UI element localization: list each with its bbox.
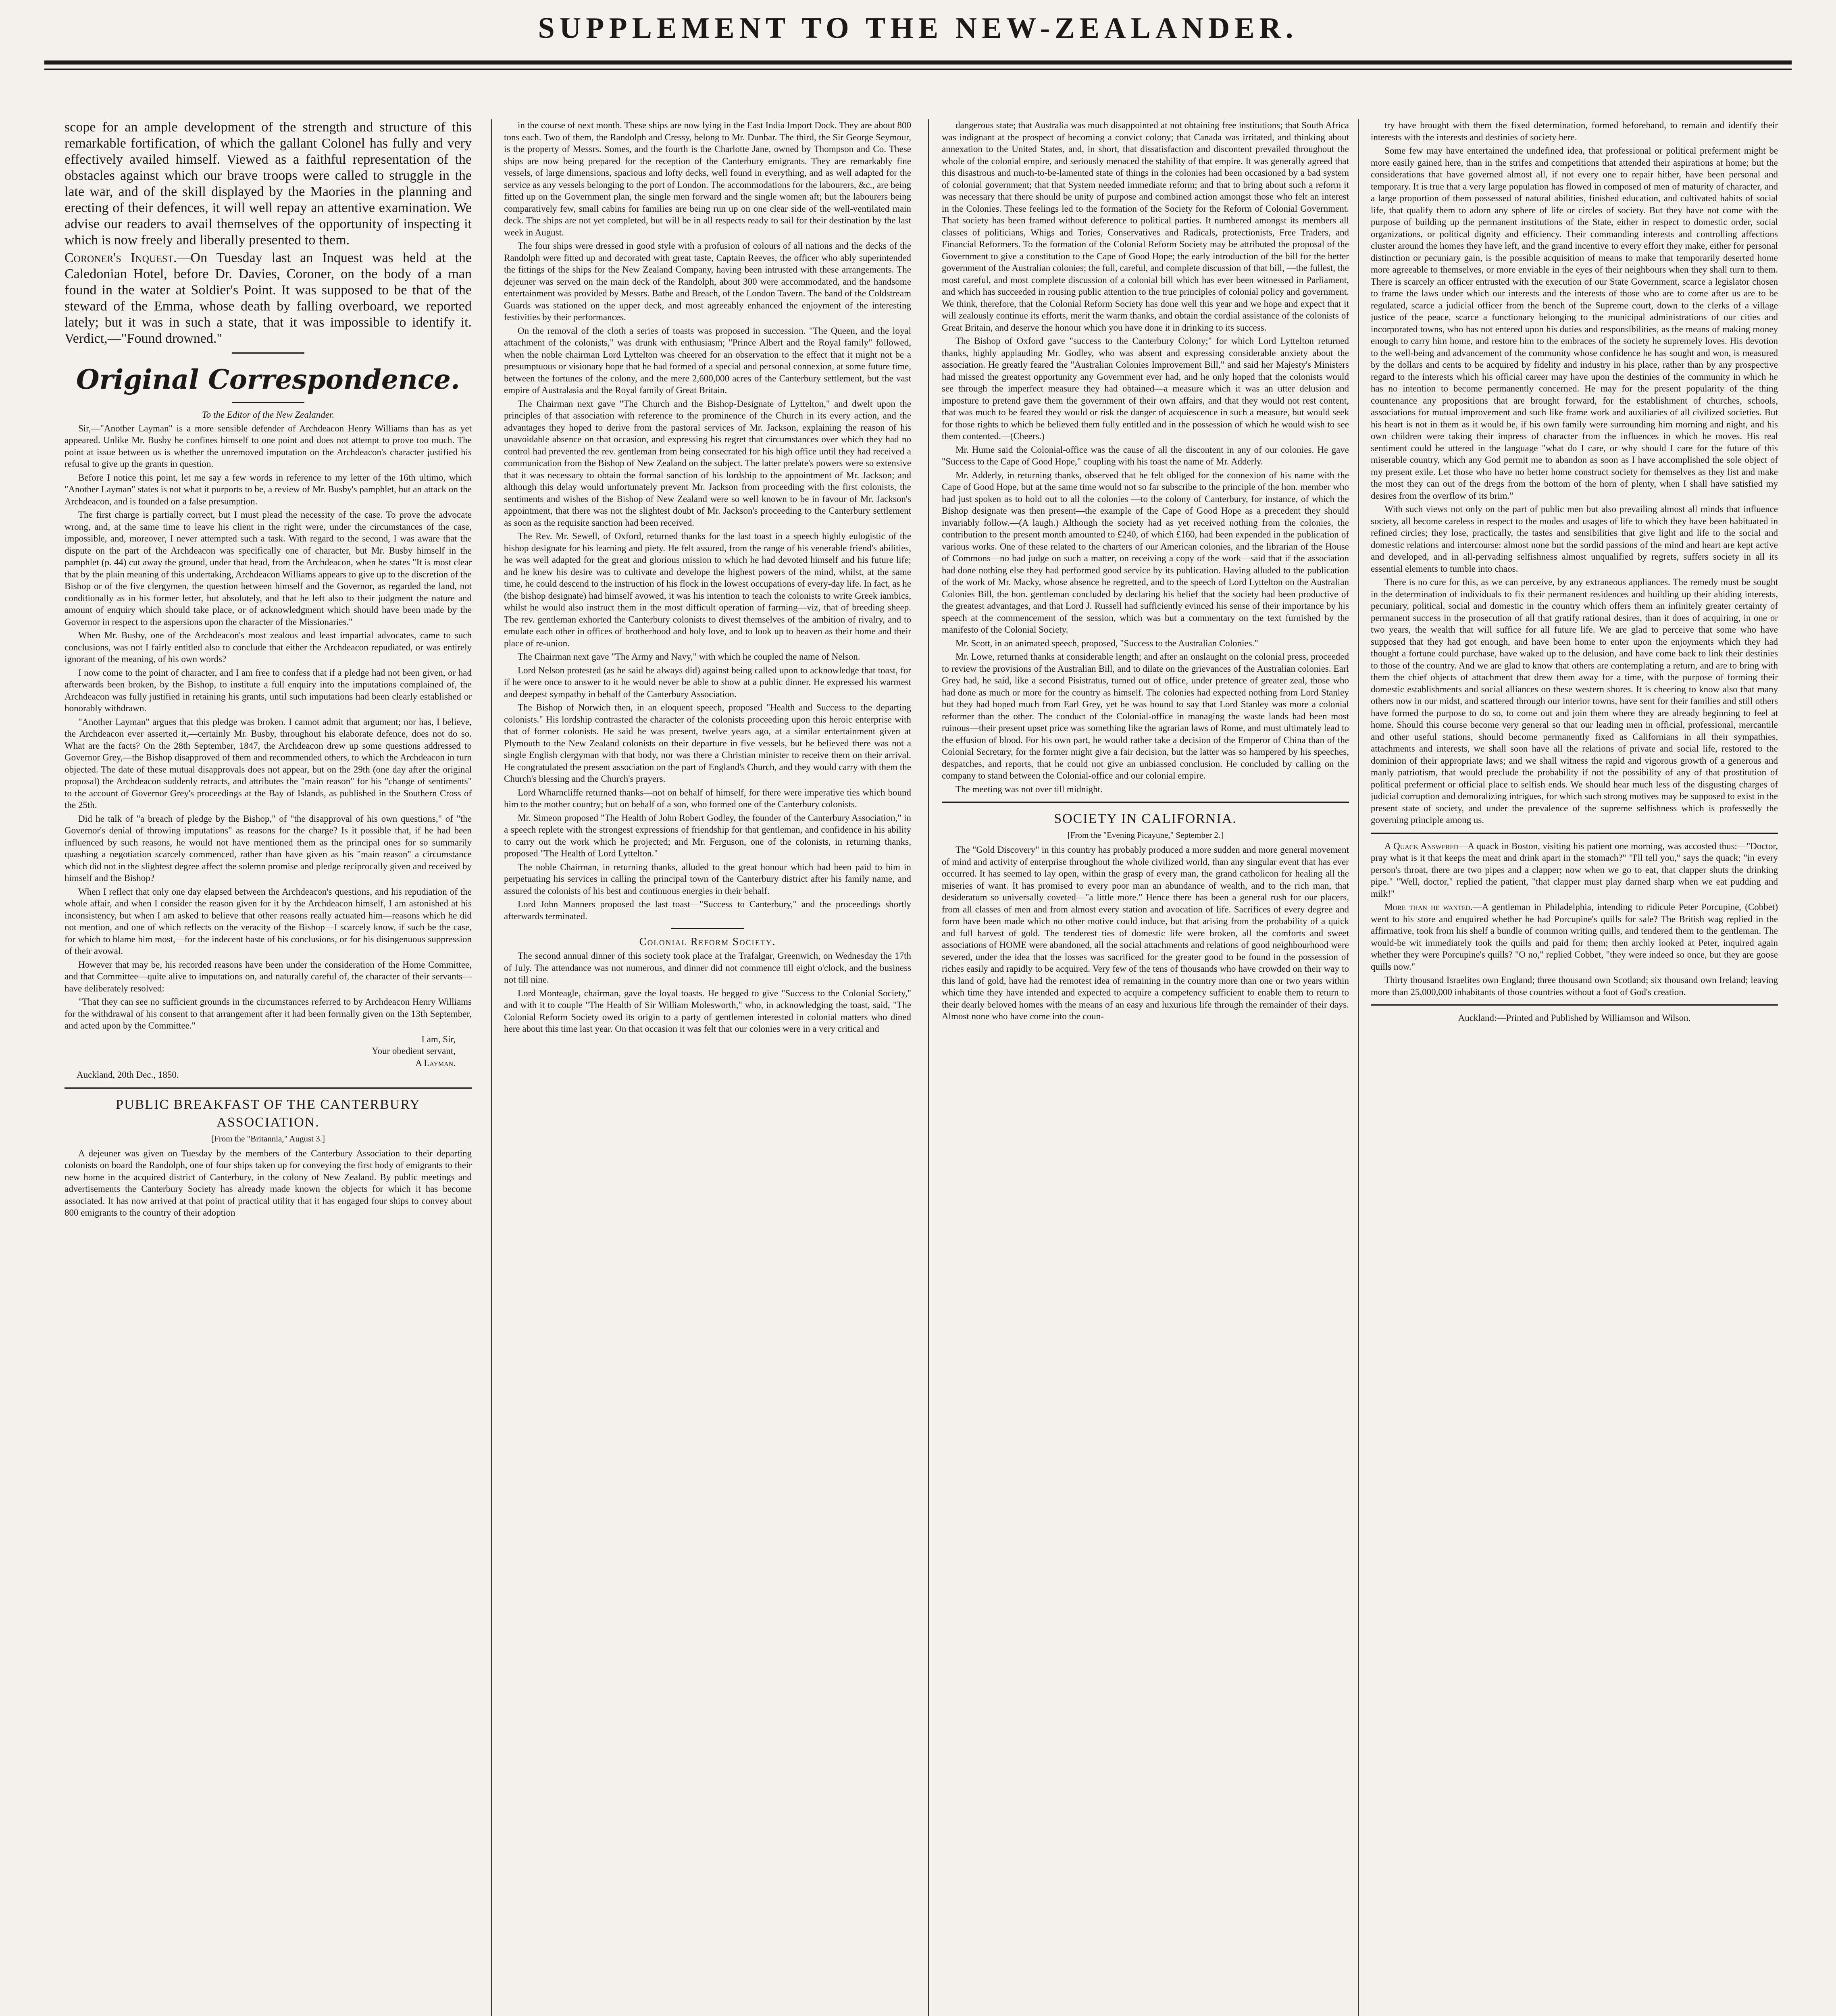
letter-closing: I am, Sir, xyxy=(421,1034,456,1044)
inquest-label: Coroner's Inquest. xyxy=(65,250,177,265)
letter-paragraph: "Another Layman" argues that this pledge was broken. I cannot admit that argument; nor has, I believe, the Archdeacon ever asserted it,—certainly Mr. Busby, throughout his elaborate defence, does not do so. What are the facts? On the 28th September, 1847, the Archdeacon drew up some questions addressed to Governor Grey,—the Bishop disapproved of them and recommended others, to which the Archdeacon in turn objected. The date of these mutual disapprovals does not appear, but on the 29th (one day after the original proposal) the Archdeacon suddenly retracts, and attributes the "main reason" for his "change of sentiments" to the account of Governor Grey's proceedings at the Bay of Islands, as published in the Southern Cross of the 25th. xyxy=(65,716,472,810)
printer-imprint: Auckland:—Printed and Published by Williamson and Wilson. xyxy=(1458,1013,1691,1023)
article-paragraph: The Bishop of Norwich then, in an eloquent speech, proposed "Health and Success to the departing colonists." His lordship contrasted the character of the colonists proceeding upon this heroic enterprise with that of former colonists. He said he was present, twelve years ago, at a similar entertainment given at Plymouth to the New Zealand colonists on their departure in five vessels, but he believed there was not a single English clergyman with that body, nor was there a Christian minister to receive them on their arrival. He congratulated the present association on the part of England's Church, and they would carry with them the Church's blessing and the Church's prayers. xyxy=(504,702,911,784)
article-paragraph: There is no cure for this, as we can perceive, by any extraneous appliances. The remedy must be sought in the determination of individuals to fix their permanent residences and building up their abiding interests, pecuniary, political, social and domestic in the country which offers them an infinitely greater certainty of permanent success in the prosecution of all that gratify rational desires, than it does of acquiring, in one or two years, the wealth that will suffice for all future life. We are glad to perceive that some who have supposed that they had got enough, and have been home to enter upon the enjoyments which they had thought a fortune could purchase, have waked up to the delusion, and have come back to link their destinies to those of the country. And we are glad to know that others are contemplating a return, and are to bring with them the chief objects of attachment that drew them away for a time, with the purpose of forming their domestic establishments and social alliances on these western shores. It is cheering to know also that many others now in our midst, and scattered through our interior towns, have sent for their families and still others have formed the purpose to do so, to come out and join them where they are already beginning to feel at home. Should this course become very general so that our leading men in official, professional, mercantile and other useful stations, should become permanently fixed as Californians in all their sympathies, attachments and interests, we shall soon have all the relations of private and social life, restored to the dominion of their appropriate laws; and we shall witness the rapid and vigorous growth of a generous and manly patriotism, that would preclude the probability if not the possibility of any of that prostitution of political preferment or official place to selfish ends. We should hear much less of the disgusting charges of judicial corruption and demoralizing intrigues, for which such strong motives may be supposed to exist in the present state of society, and under the prevalence of the supreme selfishness which is professedly the governing principle among us. xyxy=(1371,577,1778,825)
article-paragraph: Lord Wharncliffe returned thanks—not on behalf of himself, for there were imperative ties which bound him to the mother country; but on behalf of a son, who formed one of the Canterbury colonists. xyxy=(504,787,911,809)
anecdote-label: More than he wanted. xyxy=(1384,902,1473,912)
masthead-rule-thin xyxy=(44,69,1792,70)
article-paragraph: Mr. Lowe, returned thanks at considerable length; and after an onslaught on the colonial press, proceeded to review the provisions of the Australian Bill, and to dilate on the grievances of the Australian colonies. Earl Grey had, he said, like a second Pisistratus, turned out of office, under pretence of greater zeal, those who had done as much or more for the country as himself. The colonies had expected nothing from Lord Stanley but they had hoped much from Earl Grey, yet he was bound to say that Lord Stanley was more a colonial reformer than the other. The conduct of the Colonial-office in managing the waste lands had been most ruinous—their present upset price was something like the agrarian laws of Rome, and must ultimately lead to the effusion of blood. For his own part, he would rather take a decision of the Emperor of China than of the Colonial Secretary, for the former might give a fair decision, but the latter was so hampered by his speeches, despatches, and reports, that he could not give an unbiassed conclusion. He concluded by calling on the company to stand between the Colonial-office and our colonial empire. xyxy=(942,652,1349,781)
article-paragraph: Thirty thousand Israelites own England; three thousand own Scotland; six thousand own Ireland; leaving more than 25,000,000 inhabitants of those countries without a foot of God's creation. xyxy=(1371,975,1778,997)
separator xyxy=(1371,833,1778,834)
article-paragraph: A dejeuner was given on Tuesday by the members of the Canterbury Association to their departing colonists on board the Randolph, one of four ships taken up for conveying the first body of emigrants to their new home in the acquired district of Canterbury, in the colony of New Zealand. By public meetings and advertisements the Canterbury Society has already made known the objects for which it has become associated. It has now arrived at that point of practical utility that it has engaged four ships to convey about 800 emigrants to the country of their adoption xyxy=(65,1148,472,1218)
article-paragraph: The four ships were dressed in good style with a profusion of colours of all nations and the decks of the Randolph were fitted up and decorated with great taste, Captain Reeves, the officer who ably superintended the fittings of the ships for the New Zealand Company, having been intrusted with these arrangements. The dejeuner was served on the main deck of the Randolph, about 300 were accommodated, and the handsome entertainment was provided by Messrs. Bathe and Breach, of the London Tavern. The band of the Coldstream Guards was stationed on the upper deck, and most agreeably enhanced the enjoyment of the interesting festivities by their performances. xyxy=(504,241,911,322)
article-paragraph: With such views not only on the part of public men but also prevailing almost all minds that influence society, all become careless in respect to the modes and usages of life to which they have been habituated in refined circles; they lose, practically, the tastes and sensibilities that give light and life to the social and domestic relations and intercourse: almost none but the sordid passions of the mind and heart are kept active and developed, and in all-pervading selfishness almost unqualified by regrets, suffers society in all its essential elements to tumble into chaos. xyxy=(1371,504,1778,574)
letter-paragraph: Sir,—"Another Layman" is a more sensible defender of Archdeacon Henry Williams than has as yet appeared. Unlike Mr. Busby he confines himself to one point and does not attempt to prove too much. The point at issue between us is whether the unremoved imputation on the Archdeacon's character justified his refusal to give up the grants in question. xyxy=(65,423,472,469)
letter-paragraph: However that may be, his recorded reasons have been under the consideration of the Home Committee, and that Committee—quite alive to imputations on, and naturally careful of, the character of their servants—have deliberately resolved: xyxy=(65,959,472,993)
article-source: [From the "Britannia," August 3.] xyxy=(211,1133,325,1143)
article-paragraph: dangerous state; that Australia was much disappointed at not obtaining free institutions; that South Africa was indignant at the prospect of becoming a convict colony; that Canada was irritated, and thinking about annexation to the United States, and, in short, that dissatisfaction and discontent prevailed throughout the whole of the colonial empire, and seriously menaced the stability of that empire. It was generally agreed that this disastrous and much-to-be-lamented state of things in the colonies had been occasioned by a bad system of colonial government; that that System needed immediate reform; and that to bring about such a reform it was necessary that there should be unity of purpose and combined action amongst those who felt an interest in the Colonies. These feelings led to the formation of the Society for the Reform of Colonial Government. That society has been framed without deference to political parties. It numbered amongst its members all classes of politicians, Whigs and Tories, Conservatives and Radicals, protectionists, Free Traders, and Financial Reformers. To the formation of the Colonial Reform Society may be attributed the proposal of the Government to give a constitution to the Cape of Good Hope; the early introduction of the bill for the better government of the Australian colonies; the full, careful, and complete discussion of that bill, —the fullest, the most careful, and most complete discussion of a colonial bill which has ever been witnessed in Parliament, and which has succeeded in rousing public attention to the true principles of colonial policy and government. We think, therefore, that the Colonial Reform Society has done well this year and we hope and expect that it will zealously continue its efforts, merit the warm thanks, and obtain the cordial assistance of the colonists of Great Britain, and deserve the honour which you have done it in drinking to its success. xyxy=(942,120,1349,333)
article-heading: PUBLIC BREAKFAST OF THE CANTERBURY ASSOCIATION. xyxy=(116,1097,420,1130)
separator xyxy=(65,1087,472,1089)
anecdote-text: —A quack in Boston, visiting his patient one morning, was accosted thus:—"Doctor, pray what is it that keeps the meat and drink apart in the stomach?" "I'll tell you," says the quack; "in every person's throat, there are two pipes and a clapper; now when we go to eat, that clapper shuts the drinking pipe." "Well, doctor," replied the patient, "that clapper must play darned sharp when we eat pudding and milk!" xyxy=(1371,841,1778,899)
anecdote-text: —A gentleman in Philadelphia, intending to ridicule Peter Porcupine, (Cobbet) went to his store and enquired whether he had Porcupine's quills for sale? The British wag replied in the affirmative, took from his shelf a bundle of common writing quills, and tendered them to the gentleman. The would-be wit immediately took the quills and paid for them; then archly looked at Peter, inquired again whether they were Porcupine's quills? "O no," replied Cobbet, "they were indeed so once, but they are goose quills now." xyxy=(1371,902,1778,972)
letter-paragraph: Before I notice this point, let me say a few words in reference to my letter of the 16th ultimo, which "Another Layman" states is not what it purports to be, a review of Mr. Busby's pamphlet, but an attack on the Archdeacon, and is founded on a false presumption. xyxy=(65,472,472,506)
article-paragraph: The noble Chairman, in returning thanks, alluded to the great honour which had been paid to him in perpetuating his services in calling the principal town of the Canterbury district after his family name, and assured the colonists of his best and continuous energies in their behalf. xyxy=(504,862,911,896)
article-paragraph: The Chairman next gave "The Army and Navy," with which he coupled the name of Nelson. xyxy=(518,652,860,662)
separator xyxy=(232,402,304,403)
article-paragraph: Mr. Scott, in an animated speech, proposed, "Success to the Australian Colonies." xyxy=(955,638,1258,648)
article-paragraph: The second annual dinner of this society took place at the Trafalgar, Greenwich, on Wednesday the 17th of July. The attendance was not numerous, and dinner did not commence till eight o'clock, and the business not till nine. xyxy=(504,951,911,985)
article-paragraph: try have brought with them the fixed determination, formed beforehand, to remain and identify their interests with the interests and destinies of society here. xyxy=(1371,120,1778,142)
masthead-title: SUPPLEMENT TO THE NEW-ZEALANDER. xyxy=(538,12,1298,45)
letter-paragraph: I now come to the point of character, and I am free to confess that if a pledge had not been given, or had afterwards been broken, by the Bishop, to institute a full enquiry into the imputations complained of, the Archdeacon was fully justified in retaining his grants, until such imputations had been clearly established or honorably withdrawn. xyxy=(65,667,472,713)
letter-paragraph: When Mr. Busby, one of the Archdeacon's most zealous and least impartial advocates, came to such conclusions, was not I fairly entitled also to conclude that either the Archdeacon repudiated, or was entirely ignorant of the meaning, of his own words? xyxy=(65,630,472,664)
anecdote-label: A Quack Answered xyxy=(1384,841,1459,851)
column-4 xyxy=(1371,119,1778,2016)
article-paragraph: The meeting was not over till midnight. xyxy=(955,784,1103,794)
section-heading: Original Correspondence. xyxy=(76,364,460,395)
article-paragraph: in the course of next month. These ships are now lying in the East India Import Dock. They are about 800 tons each. Two of them, the Randolph and Cressy, belong to Mr. Dunbar. The third, the Sir George Seymour, is the property of Messrs. Somes, and the fourth is the Charlotte Jane, owned by Thompson and Co. These ships are now being prepared for the reception of the Canterbury emigrants. They are remarkably fine vessels, of large dimensions, spacious and lofty decks, well found in everything, and as well adapted for the service as any vessels belonging to the port of London. The accommodations for the labourers, &c., are being fitted up on the Government plan, the single men forward and the single women aft; but the labourers being comparatively few, small cabins for families are being run up on one clear side of the well-ventilated main deck. The ships are not yet completed, but will be in all respects ready to sail for their destination by the last week in August. xyxy=(504,120,911,237)
article-paragraph: The Bishop of Oxford gave "success to the Canterbury Colony;" for which Lord Lyttelton returned thanks, highly applauding Mr. Godley, who was absent and expressing considerable anxiety about the association. He greatly feared the "Australian Colonies Improvement Bill," and said her Majesty's Ministers had missed the greatest opportunity any Government ever had, and he only hoped that the colonists would see through the imperfect measure they had obtained—a measure which it was an utter delusion and imposture to pretend gave them the government of their own affairs, and that they would not rest content, that was much to be feared they would or risk the danger of acquiescence in such a measure, but would seek for those rights to which be believed them fully entitled and in the possession of which he would wish to see them contented.—(Cheers.) xyxy=(942,336,1349,441)
article-paragraph: The Chairman next gave "The Church and the Bishop-Designate of Lyttelton," and dwelt upon the principles of that association with reference to the prominence of the Church in its every action, and the advantages they hoped to derive from the pastoral services of Mr. Jackson, explaining the reason of his unavoidable absence on that occasion, and expressing his regret that circumstances over which they had no control had prevented the rev. gentleman from being consecrated for his high office until they had received a communication from the Bishop of New Zealand on the subject. The latter prelate's powers were so extensive that it was necessary to obtain the formal sanction of his lordship to the appointment of Mr. Jackson; and although this delay would unfortunately prevent Mr. Jackson from proceeding with the first colonists, the sentiments and wishes of the Bishop of New Zealand were so well known to be in favour of Mr. Jackson's appointment, that there was not the slightest doubt of Mr. Jackson's proceeding to the Canterbury settlement as soon as the requisite sanction had been received. xyxy=(504,398,911,528)
separator xyxy=(1371,1004,1778,1006)
column-3 xyxy=(942,119,1349,2016)
article-paragraph: Mr. Simeon proposed "The Health of John Robert Godley, the founder of the Canterbury Association," in a speech replete with the strongest expressions of friendship for that gentleman, and confidence in his ability to carry out the work which he projected; and Mr. Ferguson, one of the colonists, in returning thanks, proposed "The Health of Lord Lyttelton." xyxy=(504,812,911,858)
article-paragraph: Lord John Manners proposed the last toast—"Success to Canterbury," and the proceedings shortly afterwards terminated. xyxy=(504,899,911,921)
letter-address: To the Editor of the New Zealander. xyxy=(202,410,335,420)
letter-dateline: Auckland, 20th Dec., 1850. xyxy=(77,1070,179,1080)
separator xyxy=(671,928,744,929)
article-source: [From the "Evening Picayune," September 2.] xyxy=(1067,830,1224,840)
letter-paragraph: When I reflect that only one day elapsed between the Archdeacon's questions, and his repudiation of the whole affair, and when I consider the reason given for it by the Archdeacon himself, I am astonished at his inconsistency, but when I am asked to believe that other reasons really actuated him—reasons which he did not mention, and one of which reflects on the veracity of the Bishop—I scarcely know, if such be the case, for which to blame him most,—for the indecent haste of his conclusions, or for his disingenuous suppression of their avowal. xyxy=(65,886,472,956)
column-divider xyxy=(1358,119,1359,2016)
masthead-rule-thick xyxy=(44,60,1792,65)
letter-signature: A Layman. xyxy=(415,1058,456,1068)
article-paragraph: Mr. Adderly, in returning thanks, observed that he felt obliged for the connexion of his name with the Cape of Good Hope, but at the same time would not so far subscribe to the principle of the hon. member who had just spoken as to hold out to all the colonies —to the colony of Canterbury, for instance, of which the Bishop designate was then present—the example of the Cape of Good Hope as a precedent they should invariably follow.—(A laugh.) Although the society had as yet received nothing from the colonies, the contribution to the present month amounted to £240, of which £160, had been expended in the publication of various works. One of these related to the charters of our American colonies, and the librarian of the House of Commons—no bad judge on such a matter, on receiving a copy of the work—said that if the association had done nothing else they had performed good service by its publication. Having alluded to the publication of the work of Mr. Macky, whose absence he regretted, and to the speech of Lord Lyttelton on the Australian Colonies Bill, the hon. gentleman concluded by declaring his belief that the society had been productive of the greatest advantages, and that Lord J. Russell had sufficiently evinced his sense of their importance by his speech at the commencement of the session, which was but a commentary on the text furnished by the manifesto of the Colonial Society. xyxy=(942,470,1349,635)
letter-paragraph: Did he talk of "a breach of pledge by the Bishop," of "the disapproval of his own questions," of "the Governor's denial of throwing imputations" as reasons for the charge? Is it possible that, if he had been influenced by such reasons, he would not have mentioned them as the principal ones for so summarily quashing a negotiation scarcely commenced, rather than have given as his "main reason" a circumstance which did not in the slightest degree affect the solemn promise and pledge reciprocally given and received by himself and the Bishop? xyxy=(65,813,472,883)
letter-paragraph: The first charge is partially correct, but I must plead the necessity of the case. To prove the advocate wrong, and, at the same time to leave his client in the right were, under the circumstances of the case, impossible, and, moreover, I never attempted such a task. With regard to the second, I was aware that the dispute on the part of the Archdeacon was specifically one of character, but Mr. Busby himself in the pamphlet (p. 44) cut away the ground, under that head, from the Archdeacon, when he states "It is most clear that by the plain meaning of this undertaking, Archdeacon Williams appears to give up to the discretion of the Bishop or of the five clergymen, the question between himself and the Governor, as regarded the land, not conditionally as in his former letter, but absolutely, and that he left also to their judgment the nature and amount of enquiry which should take place, or of acknowledgment which should have been made by the Governor in respect to the aspersions upon the character of the Missionaries." xyxy=(65,510,472,627)
column-2 xyxy=(504,119,911,2016)
separator xyxy=(232,352,304,354)
column-divider xyxy=(491,119,492,2016)
article-paragraph: On the removal of the cloth a series of toasts was proposed in succession. "The Queen, and the loyal attachment of the colonists," was drunk with enthusiasm; "Prince Albert and the Royal family" followed, when the noble chairman Lord Lyttelton was cheered for an observation to the effect that it might not be a presumptuous or visionary hope that he had formed of a special and personal connexion, at some future time, between the fortunes of the colony, and the mere 2,600,000 acres of the Canterbury settlement, but the vast empire of Australasia and the Royal family of Great Britain. xyxy=(504,325,911,395)
article-paragraph: Some few may have entertained the undefined idea, that professional or political preferment might be more easily gained here, than in the strifes and competitions that attended their aspirations at home; but the considerations that have governed almost all, if not every one to repair hither, have been personal and temporary. It is true that a very large population has flowed in composed of men of maturity of character, and a large proportion of them possessed of natural abilities, finished education, and cultivated habits of social life, that qualify them to adorn any sphere of life or circles of society. But they have not come with the purpose of building up the permanent institutions of the State, either in respect to domestic order, social organizations, or political dignity and efficiency. Their commanding interests and controlling affections cluster around the homes they have left, and the grand incentive to every effort they make, either for personal distinction or pecuniary gain, is the possible acquisition of means to make that temporarily deserted home more agreeable to themselves, or more enviable in the eyes of their neighbours when they shall turn to them. There is scarcely an officer entrusted with the execution of our State Government, scarce a legislator chosen to frame the laws under which our interests and the interests of those who are to come after us are to be regulated, scarce a judicial officer from the bench of the Supreme court, down to the clerks of a village justice of the peace, scarce a functionary belonging to the municipal administrations of our cities and incorporated towns, who has not entered upon his duties and responsibilities, as the means of making money enough to carry him home, and restore him to the embraces of the society he supremely loves. His devotion to the well-being and advancement of the community whose confidence he has sought and won, is measured by the dollars and cents to be acquired by fidelity and industry in his place, rather than by any prospective regard to the interests which his official career may have upon the destinies of the community in which he has no intention to become permanently concerned. He may for the present popularity of the thing countenance any propositions that are brought forward, for the establishment of churches, schools, associations for mutual improvement and such like frame work and auxiliaries of all civilized societies. But his heart is not in them as it would be, if his own family were surrounding him morning and night, and his own children were taking their impress of character from the influences in which he moves. His real sentiment could be uttered in the language "what do I care, or why should I care for the future of this miserable country, which any God permit me to abandon as soon as I have accomplished the sole object of my present exile. Let those who have no better home construct society for themselves as they list and make the most they can out of the dregs from the bottom of the horn of plenty, when I shall have satisfied my desires from the overflow of its brim." xyxy=(1371,146,1778,501)
article-paragraph: Lord Nelson protested (as he said he always did) against being called upon to acknowledge that toast, for if he were once to answer to it he would never be able to show at a public dinner. He expressed his warmest and deepest sympathy in behalf of the Canterbury Association. xyxy=(504,665,911,699)
letter-closing: Your obedient servant, xyxy=(372,1046,456,1056)
article-heading: Colonial Reform Society. xyxy=(639,935,776,948)
article-paragraph: The "Gold Discovery" in this country has probably produced a more sudden and more general movement of mind and activity of enterprise throughout the whole civilized world, than any singular event that has ever occurred. It has seemed to lay open, within the grasp of every man, the grand catholicon for healing all the miseries of want. It has promised to every poor man an abundance of wealth, and to the rich man, that desideratum so universally coveted—"a little more." Hence there has been a general rush for our placers, from all classes of men and from almost every station and avocation of life. Sacrifices of every degree and form have been made which no other motive could induce, but that arising from the probability of a quick and full harvest of gold. The tenderest ties of domestic life were broken, all the comforts and sweet associations of HOME were abandoned, all the social attachments and relations of good neighbourhood were severed, under the idea that the losses was sacrificed for the greater good to be found in the possession of riches easily and rapidly to be acquired. Very few of the tens of thousands who have crowded on their way to this land of gold, have had the remotest idea of remaining in the country more than one or two years within which time they have intended and expected to acquire a competency sufficient to enable them to return to their dearly beloved homes with the means of an easy and luxurious life through the remainder of their days. Almost none who have come into the coun- xyxy=(942,845,1349,1021)
column-1 xyxy=(65,119,472,2016)
separator xyxy=(942,802,1349,803)
article-paragraph: The Rev. Mr. Sewell, of Oxford, returned thanks for the last toast in a speech highly eulogistic of the bishop designate for his learning and piety. He felt assured, from the range of his venerable friend's abilities, he was well adapted for the great and glorious mission to which he had devoted himself and his future life; and he knew his desire was to cultivate and develope the highest powers of the mind, whilst, at the same time, he could descend to the instruction of his flock in the lowest occupations of every-day life. In fact, as he (the bishop designate) had himself avowed, it was his intention to teach the colonists to write Greek iambics, whilst he would also instruct them in the most difficult operation of farming—viz, that of breeding sheep. The rev. gentleman exhorted the Canterbury colonists to divest themselves of the ambition of rivalry, and to emulate each other in offices of brotherhood and holy love, and to look up to heaven as their home and their place of re-union. xyxy=(504,531,911,648)
letter-paragraph: "That they can see no sufficient grounds in the circumstances referred to by Archdeacon Henry Williams for the withdrawal of his consent to that arrangement after it had been formally given on the 13th September, and acted upon by the Committee." xyxy=(65,997,472,1031)
article-paragraph: Lord Monteagle, chairman, gave the loyal toasts. He begged to give "Success to the Colonial Society," and with it to couple "The Health of Sir William Molesworth," who, in acknowledging the toast, said, "The Colonial Reform Society owed its origin to a party of gentlemen interested in colonial matters who dined here about this time last year. On that occasion it was felt that our colonies were in a very critical and xyxy=(504,988,911,1034)
article-paragraph: scope for an ample development of the strength and structure of this remarkable fortification, of which the gallant Colonel has fully and very effectively availed himself. Viewed as a faithful representation of the obstacles against which our brave troops were called to struggle in the late war, and of the skill displayed by the Maories in the planning and erecting of their defences, it will well repay an attentive examination. We advise our readers to avail themselves of the opportunity of inspecting it which is now freely and liberally presented to them. xyxy=(65,120,472,248)
article-heading: SOCIETY IN CALIFORNIA. xyxy=(1054,811,1237,826)
article-paragraph: Mr. Hume said the Colonial-office was the cause of all the discontent in any of our colonies. He gave "Success to the Cape of Good Hope," coupling with his toast the name of Mr. Adderly. xyxy=(942,444,1349,467)
column-divider xyxy=(928,119,929,2016)
inquest-text: —On Tuesday last an Inquest was held at the Caledonian Hotel, before Dr. Davies, Coroner, on the body of a man found in the water at Soldier's Point. It was supposed to be that of the steward of the Emma, whose death by falling overboard, we reported lately; but it was in such a state, that it was impossible to identify it. Verdict,—"Found drowned." xyxy=(65,250,472,346)
